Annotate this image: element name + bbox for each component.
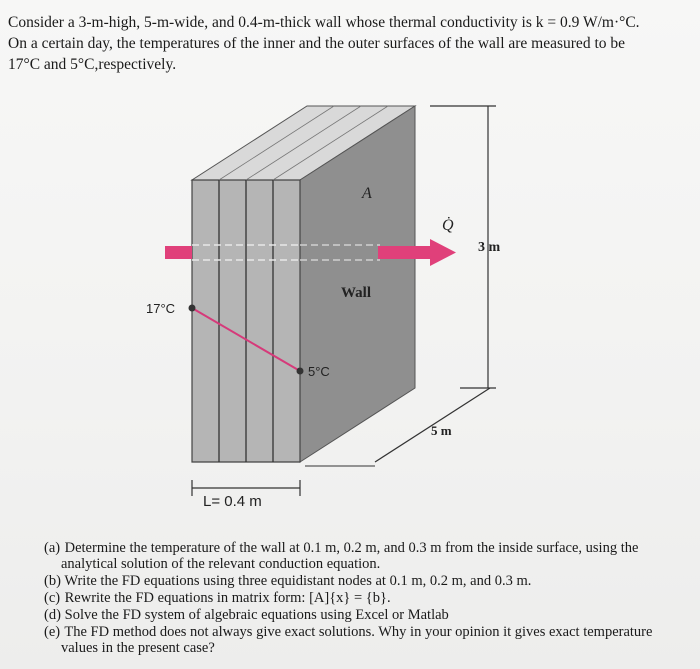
outer-temp-label: 5°C xyxy=(308,364,330,379)
question-item-e xyxy=(44,624,684,656)
width-label: 5 m xyxy=(431,423,452,438)
question-letter: (b) xyxy=(44,573,61,589)
inner-temp-label: 17°C xyxy=(146,301,176,316)
question-text: Write the FD equations using three equidistant nodes at 0.1 m, 0.2 m, and 0.3 m. xyxy=(64,573,532,589)
question-text: Solve the FD system of algebraic equations using Excel or Matlab xyxy=(64,607,449,623)
question-letter: (c) xyxy=(44,590,61,606)
question-text: The FD method does not always give exact solutions. Why in your opinion it gives exact temperature values in the present case? xyxy=(61,624,653,656)
inner-temp-dot xyxy=(189,305,196,312)
question-item-a xyxy=(44,540,684,572)
outer-temp-dot xyxy=(297,368,304,375)
height-label: 3 m xyxy=(478,240,501,255)
heat-arrow-shaft xyxy=(378,246,430,259)
question-item-d xyxy=(44,607,684,623)
question-letter: (a) xyxy=(44,540,61,556)
question-letter: (e) xyxy=(44,624,61,640)
question-text: Determine the temperature of the wall at 0.1 m, 0.2 m, and 0.3 m from the inside surface, using the analytical solution of the relevant conduction equation. xyxy=(61,540,639,572)
heat-rate-label: Q̇ xyxy=(442,217,454,234)
area-label: A xyxy=(362,185,372,202)
heat-arrow-head xyxy=(430,239,456,266)
question-item-c xyxy=(44,590,684,606)
wall-diagram xyxy=(0,88,700,518)
thickness-label: L= 0.4 m xyxy=(203,493,262,510)
question-text: Rewrite the FD equations in matrix form: [A]{x} = {b}. xyxy=(64,590,391,606)
question-list xyxy=(44,540,684,657)
wall-figure xyxy=(0,88,700,518)
heat-arrow-tail xyxy=(165,246,192,259)
question-letter: (d) xyxy=(44,607,61,623)
wall-label: Wall xyxy=(341,285,372,301)
question-item-b xyxy=(44,573,684,589)
problem-intro: Consider a 3-m-high, 5-m-wide, and 0.4-m-thick wall whose thermal conductivity is k = 0.9 W/m·°C. On a certain day, the temperatures of the inner and the outer surfaces of the wall are measured to be 17°C and 5°C,respectively. xyxy=(8,14,640,73)
